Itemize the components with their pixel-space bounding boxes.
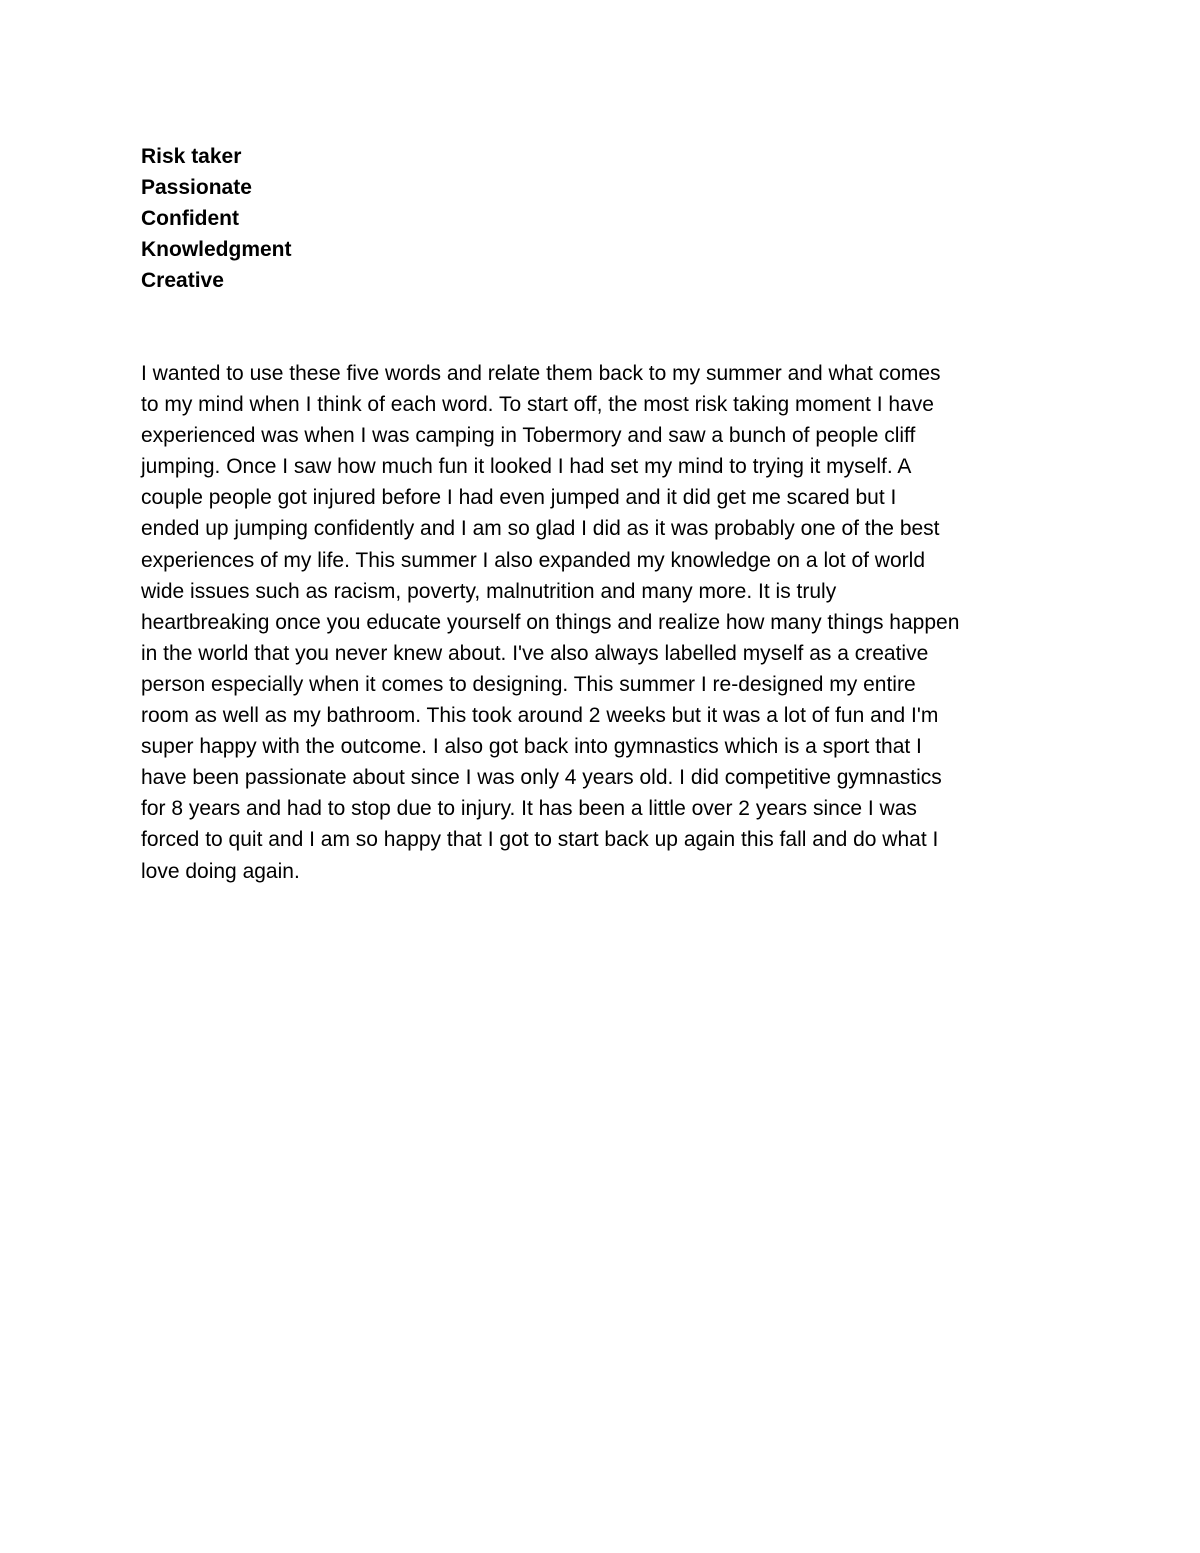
essay-line: wide issues such as racism, poverty, malnutrition and many more. It is truly xyxy=(141,579,837,603)
essay-line: jumping. Once I saw how much fun it looked I had set my mind to trying it myself. A xyxy=(141,455,912,479)
essay-line: couple people got injured before I had even jumped and it did get me scared but I xyxy=(141,486,897,510)
word-item: Passionate xyxy=(141,176,252,199)
word-list xyxy=(141,141,292,296)
essay-line: love doing again. xyxy=(141,859,300,883)
essay-line: experienced was when I was camping in Tobermory and saw a bunch of people cliff xyxy=(141,424,916,448)
word-item: Creative xyxy=(141,269,224,292)
essay-line: have been passionate about since I was only 4 years old. I did competitive gymnastics xyxy=(141,766,942,790)
word-item: Confident xyxy=(141,207,239,230)
essay-line: person especially when it comes to designing. This summer I re-designed my entire xyxy=(141,672,916,696)
essay-line: in the world that you never knew about. I've also always labelled myself as a creative xyxy=(141,641,929,665)
essay-line: room as well as my bathroom. This took around 2 weeks but it was a lot of fun and I'm xyxy=(141,704,939,728)
essay-line: to my mind when I think of each word. To start off, the most risk taking moment I have xyxy=(141,393,934,417)
word-item: Risk taker xyxy=(141,145,242,168)
essay-line: I wanted to use these five words and relate them back to my summer and what comes xyxy=(141,362,941,385)
essay-line: super happy with the outcome. I also got back into gymnastics which is a sport that I xyxy=(141,735,922,759)
essay-line: forced to quit and I am so happy that I got to start back up again this fall and do what I xyxy=(141,828,939,852)
essay-line: heartbreaking once you educate yourself on things and realize how many things happen xyxy=(141,610,960,634)
essay-line: experiences of my life. This summer I also expanded my knowledge on a lot of world xyxy=(141,548,925,572)
essay-line: ended up jumping confidently and I am so glad I did as it was probably one of the best xyxy=(141,517,940,541)
essay-paragraph xyxy=(141,358,1081,887)
essay-line: for 8 years and had to stop due to injury. It has been a little over 2 years since I was xyxy=(141,797,917,821)
word-item: Knowledgment xyxy=(141,238,292,261)
